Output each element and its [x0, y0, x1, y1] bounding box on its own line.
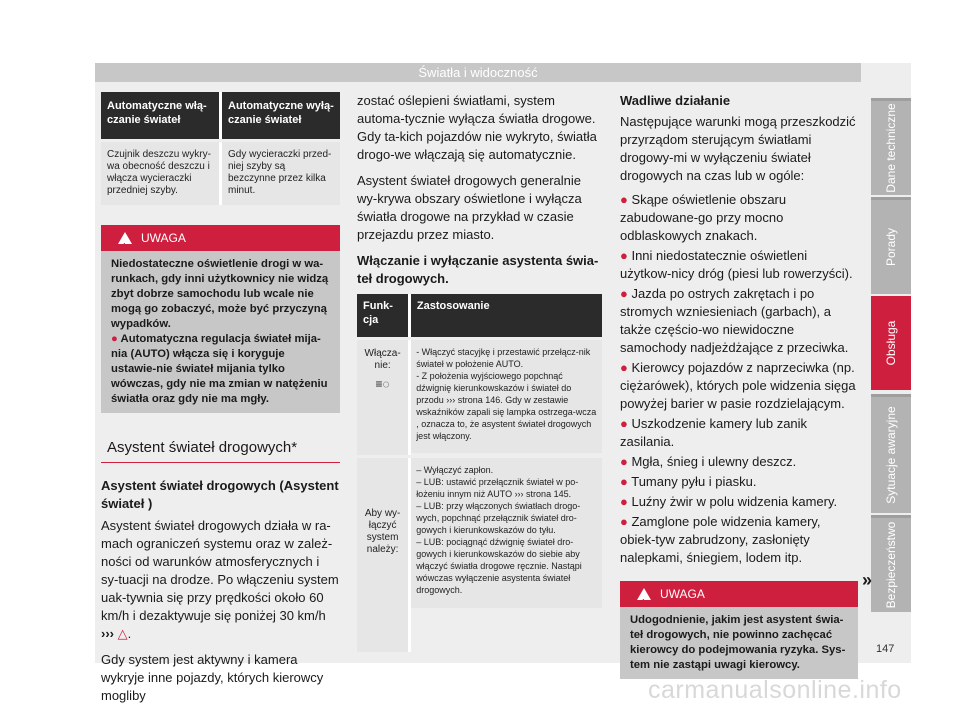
table-header-on: Automatyczne włą-czanie świateł: [101, 92, 219, 139]
table-header-function: Funk-cja: [357, 294, 408, 337]
warning-box-1: [101, 225, 340, 413]
page-header-title: Światła i widoczność: [95, 63, 861, 82]
warning-bullet-text: Automatyczna regulacja świateł mija-nia (AUTO) włącza się i koryguje ustawie-nie świateł mijania tylko wówczas, gdy nie ma zmian w natężeniu światła oraz gdy nie ma mgły.: [111, 333, 328, 405]
high-beam-assist-icon: ≡◌: [375, 377, 390, 391]
warning-bullet: [111, 332, 330, 407]
function-table: [357, 294, 602, 652]
list-item-text: Uszkodzenie kamery lub zanik zasilania.: [620, 416, 808, 449]
table-cell-off: Gdy wycieraczki przed-niej szyby są bezczynne przez kilka minut.: [222, 142, 340, 205]
middle-column: [357, 92, 602, 652]
subheading: Włączanie i wyłączanie asystenta świa-teł drogowych.: [357, 253, 599, 286]
paragraph-text: Asystent świateł drogowych działa w ra-mach ograniczeń systemu oraz w zależ-ności od warunków atmosferycznych i sy-tuacji na drodze. Po włączeniu system uak-tywnia się przy prędkości około 60 km/h i dezaktywuje się poniżej 30 km/h: [101, 518, 339, 623]
list-item-text: Mgła, śnieg i ulewny deszcz.: [631, 454, 797, 469]
table-header-off: Automatyczne wyłą-czanie świateł: [222, 92, 340, 139]
bullet-icon: ●: [620, 494, 632, 509]
warning-box-2: [620, 581, 858, 679]
section-title: [101, 439, 340, 463]
list-item-text: Inni niedostatecznie oświetleni użytkow-nicy dróg (piesi lub rowerzyści).: [620, 248, 853, 281]
bullet-icon: ●: [620, 454, 632, 469]
table-row: [357, 340, 602, 455]
bullet-icon: ●: [620, 286, 632, 301]
list-item: [620, 247, 858, 283]
bullet-icon: ●: [620, 416, 632, 431]
page-ref-link[interactable]: ›››: [101, 626, 114, 641]
tab-porady[interactable]: [871, 197, 911, 294]
tab-label: Dane techniczne: [884, 103, 898, 193]
subheading: Wadliwe działanie: [620, 93, 731, 108]
warning-label: UWAGA: [660, 587, 705, 601]
warning-header: [620, 581, 858, 607]
paragraph: zostać oślepieni światłami, system automa-tycznie wyłącza światła drogowe. Gdy ta-kich pojazdów nie wykryto, światła drogo-we włączają się automatycznie.: [357, 93, 597, 162]
list-item: [620, 359, 858, 413]
watermark: carmanualsonline.info: [648, 676, 902, 704]
table-cell-function: Aby wy-łączyć system należy:: [357, 458, 408, 652]
warning-triangle-icon: [118, 232, 132, 244]
list-item: [620, 285, 858, 357]
list-item-text: Zamglone pole widzenia kamery, obiek-tyw zabrudzony, zasłonięty nalepkami, śniegiem, lodem itp.: [620, 514, 821, 565]
section-title-text: Asystent świateł drogowych*: [107, 439, 298, 456]
warning-header: [101, 225, 340, 251]
function-label: Włącza-nie:: [364, 348, 401, 371]
table-cell-usage: – Wyłączyć zapłon. – LUB: ustawić przełącznik świateł w po-łożeniu innym niż AUTO ››› strona 145. – LUB: przy włączonych światłach drogo-wych, popchnąć przełącznik świateł dro-gowych i kierunkowskazów do tyłu. – LUB: pociągnąć dźwignię świateł dro-gowych i kierunkowskazów do siebie aby włączyć światła drogowe ręcznie. Nastąpi wówczas wyłączenie asystenta świateł drogowych.: [411, 458, 602, 608]
paragraph: Asystent świateł drogowych generalnie wy-krywa obszary oświetlone i wyłącza światła drogowe na przykład w czasie przejazdu przez miasto.: [357, 173, 582, 242]
list-item: [620, 473, 858, 491]
left-body: [101, 477, 340, 705]
list-item: [620, 191, 858, 245]
list-item: [620, 415, 858, 451]
list-item-text: Luźny żwir w polu widzenia kamery.: [631, 494, 838, 509]
subheading: Asystent świateł drogowych (Asystent świateł ): [101, 478, 339, 511]
warning-triangle-icon: △: [117, 626, 128, 641]
bullet-icon: ●: [620, 192, 632, 207]
list-item-text: Kierowcy pojazdów z naprzeciwka (np. ciężarówek), których pole widzenia sięga powyżej barier w pasie rozdzielającym.: [620, 360, 856, 411]
list-item: [620, 513, 858, 567]
paragraph: Asystent świateł drogowych działa w ra-mach ograniczeń systemu oraz w zależ-ności od warunków atmosferycznych i sy-tuacji na drodze. Po włączeniu system uak-tywnia się przy prędkości około 60 km/h i dezaktywuje się poniżej 30 km/h ››› △.: [101, 518, 339, 641]
list-item-text: Skąpe oświetlenie obszaru zabudowane-go przy mocno odblaskowych znakach.: [620, 192, 787, 243]
left-column: [101, 92, 340, 705]
warning-triangle-icon: [637, 588, 651, 600]
table-cell-on: Czujnik deszczu wykry-wa obecność deszczu i włącza wycieraczki przedniej szyby.: [101, 142, 219, 205]
list-item-text: Tumany pyłu i piasku.: [631, 474, 757, 489]
right-column: [620, 92, 858, 679]
warning-body: Udogodnienie, jakim jest asystent świa-teł drogowych, nie powinno zachęcać kierowcy do podejmowania ryzyka. Sys-tem nie zastąpi uwagi kierowcy.: [620, 607, 858, 679]
warning-body: [101, 251, 340, 413]
tab-label: Sytuacje awaryjne: [884, 406, 898, 504]
tab-bezpieczenstwo[interactable]: [871, 515, 911, 612]
bullet-icon: ●: [111, 333, 121, 345]
tab-label: Bezpieczeństwo: [884, 521, 898, 609]
table-cell-usage: - Włączyć stacyjkę i przestawić przełącz-nik świateł w położenie AUTO. - Z położenia wyjściowego popchnąć dźwignię kierunkowskazów i świateł do przodu ››› strona 146. Gdy w zestawie wskaźników zapali się lampka ostrzega-wcza , oznacza to, że asystent świateł drogowych jest włączony.: [411, 340, 602, 453]
table-cell-function: [357, 340, 408, 455]
paragraph: Następujące warunki mogą przeszkodzić przyrządom sterującym światłami drogowy-mi w wyłączeniu świateł drogowych na czas lub w ogóle:: [620, 114, 856, 183]
table-row: [357, 458, 602, 652]
tab-obsluga[interactable]: [871, 296, 911, 390]
top-table: [101, 92, 340, 139]
paragraph: Gdy system jest aktywny i kamera wykryje inne pojazdy, których kierowcy mogliby: [101, 652, 324, 703]
page-number: 147: [876, 643, 895, 655]
list-item-text: Jazda po ostrych zakrętach i po stromych wzniesieniach (garbach), a także częścio-wo niewidoczne samochody nadjeżdżające z przeciwka.: [620, 286, 849, 355]
tab-dane-techniczne[interactable]: [871, 98, 911, 195]
list-item: [620, 493, 858, 511]
bullet-icon: ●: [620, 248, 632, 263]
tab-sytuacje-awaryjne[interactable]: [871, 394, 911, 513]
warning-label: UWAGA: [141, 231, 186, 245]
bullet-icon: ●: [620, 360, 632, 375]
bullet-list: [620, 191, 858, 567]
warning-text: Niedostateczne oświetlenie drogi w wa-runkach, gdy inni użytkownicy nie widzą zbyt dobrze samochodu lub wcale nie mogą go zobaczyć, może być przyczyną wypadków.: [111, 258, 329, 330]
table-header-usage: Zastosowanie: [411, 294, 602, 337]
tab-label: Porady: [884, 227, 898, 267]
bullet-icon: ●: [620, 474, 632, 489]
list-item: [620, 453, 858, 471]
tab-label: Obsługa: [884, 320, 898, 366]
bullet-icon: ●: [620, 514, 632, 529]
continue-mark-icon: »: [862, 570, 873, 590]
